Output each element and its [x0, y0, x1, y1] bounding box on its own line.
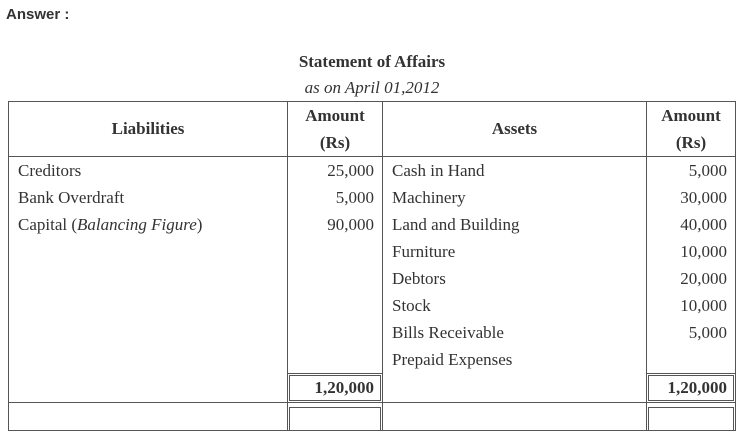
double-rule — [289, 407, 381, 430]
liability-item-prefix: Capital ( — [18, 215, 78, 234]
asset-item: Prepaid Expenses — [392, 350, 513, 369]
total-spacer — [383, 374, 647, 403]
answer-label: Answer : — [6, 6, 70, 23]
statement-table — [8, 101, 736, 431]
total-spacer — [9, 374, 288, 403]
asset-amount: 10,000 — [680, 296, 727, 315]
total-row — [9, 374, 736, 403]
assets-column — [383, 157, 647, 374]
asset-item: Land and Building — [392, 215, 520, 234]
asset-item: Furniture — [392, 242, 456, 261]
statement-title: Statement of Affairs — [298, 52, 446, 71]
asset-amount: 20,000 — [680, 269, 727, 288]
asset-item: Stock — [392, 296, 431, 315]
liability-item-italic: Balancing Figure — [77, 215, 197, 234]
assets-total-cell — [647, 374, 736, 403]
liability-item: Bank Overdraft — [18, 188, 125, 207]
amount-unit: (Rs) — [319, 133, 351, 152]
amount-label: Amount — [661, 106, 721, 125]
liability-amount: 90,000 — [327, 215, 374, 234]
liability-item — [9, 211, 287, 238]
asset-amount: 10,000 — [680, 242, 727, 261]
liabilities-closing-cell — [288, 403, 383, 431]
amount-unit: (Rs) — [675, 133, 707, 152]
amount-label: Amount — [305, 106, 365, 125]
double-rule — [648, 407, 734, 430]
liabilities-amount-header — [288, 102, 383, 157]
liability-amount: 25,000 — [327, 161, 374, 180]
liabilities-column — [9, 157, 288, 374]
liabilities-total-cell — [288, 374, 383, 403]
liabilities-amount-column — [288, 157, 383, 374]
assets-amount-header — [647, 102, 736, 157]
asset-amount: 5,000 — [688, 323, 727, 342]
assets-closing-cell — [647, 403, 736, 431]
asset-item: Cash in Hand — [392, 161, 485, 180]
asset-amount: 40,000 — [680, 215, 727, 234]
statement-subtitle: as on April 01,2012 — [304, 78, 440, 97]
body-row — [9, 157, 736, 374]
liability-item-suffix: ) — [196, 215, 203, 234]
asset-item: Machinery — [392, 188, 466, 207]
asset-amount: 30,000 — [680, 188, 727, 207]
liabilities-header: Liabilities — [9, 102, 288, 157]
assets-total: 1,20,000 — [648, 375, 734, 401]
asset-amount: 5,000 — [688, 161, 727, 180]
assets-amount-column — [647, 157, 736, 374]
liability-amount: 5,000 — [335, 188, 374, 207]
liabilities-total: 1,20,000 — [289, 375, 381, 401]
assets-header: Assets — [383, 102, 647, 157]
closing-spacer — [9, 403, 288, 431]
asset-item: Debtors — [392, 269, 446, 288]
closing-row — [9, 403, 736, 431]
asset-amount — [647, 346, 735, 373]
header-row — [9, 102, 736, 157]
liability-item: Creditors — [18, 161, 82, 180]
closing-spacer — [383, 403, 647, 431]
asset-item: Bills Receivable — [392, 323, 504, 342]
